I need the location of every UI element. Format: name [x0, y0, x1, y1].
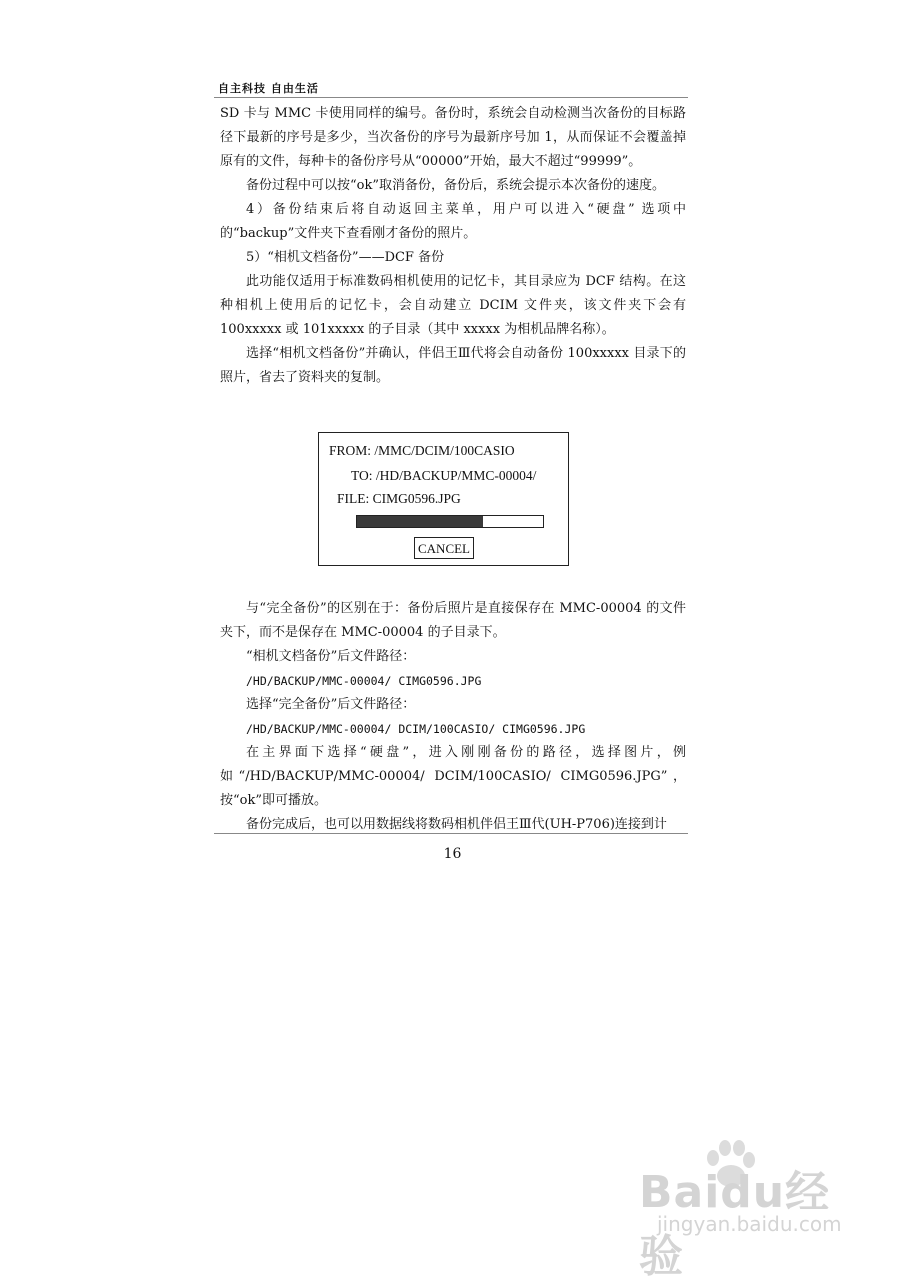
page-number: 16 [443, 846, 462, 862]
paragraph: 选择“完全备份”后文件路径： [246, 697, 416, 712]
body-text-top [220, 102, 686, 390]
progress-bar [356, 515, 544, 528]
cancel-button[interactable]: CANCEL [414, 537, 474, 559]
file-name: FILE: CIMG0596.JPG [337, 491, 461, 506]
body-text-bottom [220, 597, 686, 837]
baidu-watermark [639, 1150, 849, 1282]
watermark-url: jingyan.baidu.com [657, 1212, 842, 1236]
paragraph: SD 卡与 MMC 卡使用同样的编号。备份时，系统会自动检测当次备份的目标路径下最新的序号是多少，当次备份的序号为最新序号加 1，从而保证不会覆盖掉原有的文件，每种卡的备份序号从“00000”开始，最大不超过“99999”。 [220, 106, 686, 169]
paragraph: 与“完全备份”的区别在于：备份后照片是直接保存在 MMC-00004 的文件夹下，而不是保存在 MMC-00004 的子目录下。 [220, 601, 686, 640]
paragraph: 此功能仅适用于标准数码相机使用的记忆卡，其目录应为 DCF 结构。在这种相机上使用后的记忆卡，会自动建立 DCIM 文件夹，该文件夹下会有 100xxxxx 或 101xxxxx 的子目录（其中 xxxxx 为相机品牌名称）。 [220, 274, 686, 337]
paragraph: 5）“相机文档备份”——DCF 备份 [246, 250, 445, 265]
to-path: TO: /HD/BACKUP/MMC-00004/ [351, 468, 537, 483]
header-rule [214, 97, 688, 98]
paragraph: “相机文档备份”后文件路径： [246, 649, 416, 664]
paragraph: 4）备份结束后将自动返回主菜单，用户可以进入“硬盘” 选项中的“backup”文件夹下查看刚才备份的照片。 [220, 202, 686, 241]
header-slogan: 自主科技 自由生活 [218, 82, 319, 95]
paragraph: 选择“相机文档备份”并确认，伴侣王Ⅲ代将会自动备份 100xxxxx 目录下的照片，省去了资料夹的复制。 [220, 346, 686, 385]
paragraph: 备份完成后，也可以用数据线将数码相机伴侣王Ⅲ代(UH-P706)连接到计 [246, 817, 667, 832]
footer-rule [214, 833, 688, 834]
path-text: /HD/BACKUP/MMC-00004/ CIMG0596.JPG [246, 674, 482, 688]
paragraph: 备份过程中可以按“ok”取消备份，备份后，系统会提示本次备份的速度。 [246, 178, 665, 193]
backup-dialog [318, 432, 569, 566]
watermark-brand: Baidu经验 [639, 1167, 831, 1282]
paragraph: 在主界面下选择“硬盘”，进入刚刚备份的路径，选择图片，例如“/HD/BACKUP/MMC-00004/ DCIM/100CASIO/ CIMG0596.JPG”，按“ok”即可播放。 [220, 745, 686, 808]
path-text: /HD/BACKUP/MMC-00004/ DCIM/100CASIO/ CIMG0596.JPG [246, 722, 586, 736]
from-path: FROM: /MMC/DCIM/100CASIO [329, 443, 515, 458]
progress-fill [357, 516, 483, 527]
